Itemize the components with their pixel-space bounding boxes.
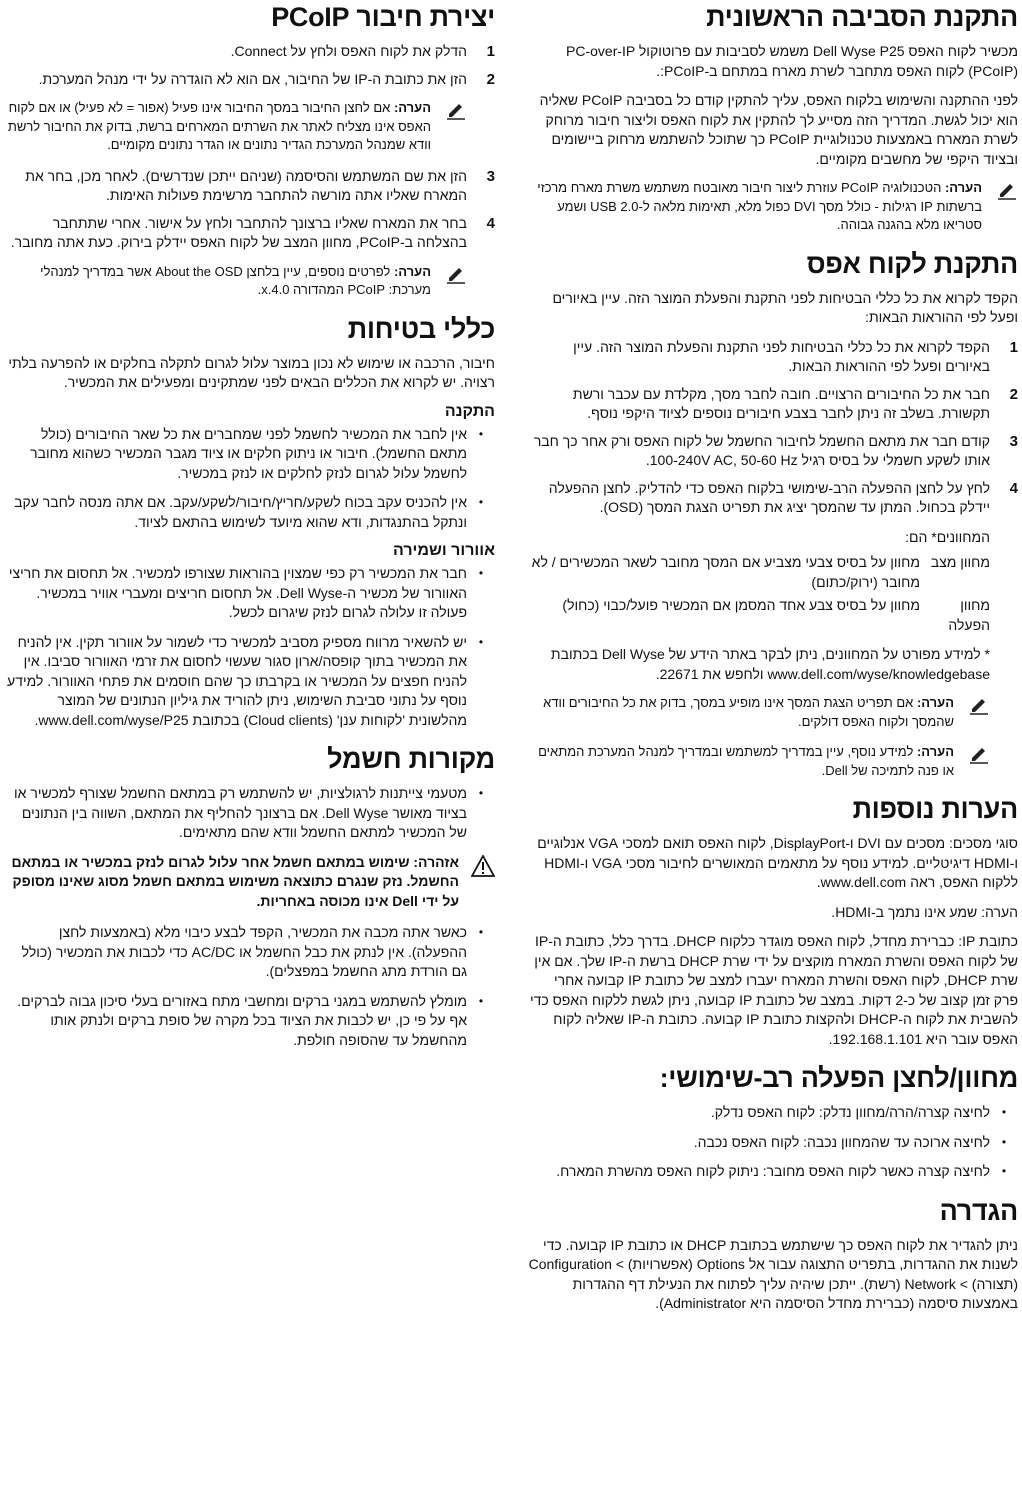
note-support: הערה: למידע נוסף, עיין במדריך למשתמש ובמדריך למנהל המערכת המתאים או פנה לתמיכה של Dell.: [527, 743, 1018, 780]
list-item: • כאשר אתה מכבה את המכשיר, הקפד לבצע כיבוי מלא (באמצעות לחצן ההפעלה). אין לנתק את כבל החשמל או AC/DC כדי לכבות את המכשיר (כולל גם הורדת מתג החשמל במפצלים).: [21, 924, 484, 979]
list-item: • לחיצה קצרה/הרה/מחוון נדלק: לקוח האפס נדלק.: [710, 1104, 1007, 1120]
intro-note-label: הערה:: [944, 180, 982, 195]
connection-step: 1 הדלק את לקוח האפס ולחץ על Connect.: [230, 43, 495, 60]
additional-notes-title: הערות נוספות: [852, 794, 1018, 824]
intro-paragraph-1: מכשיר לקוח האפס Dell Wyse P25 משמש לסביבות עם פרוטוקול PC-over-IP (PCoIP) לקוח האפס מתחבר לשרת מארח במתחם ב-PCoIP:.: [566, 43, 1018, 79]
list-item: • אין להכניס עקב בכוח לשקע/חריץ/חיבור/לשקע/עקב. אם אתה מנסה לחבר עקב ונתקל בהתנגדות, ודא שהוא מיועד לשימוש בהתאם לציוד.: [14, 494, 484, 530]
install-step: 1 הקפד לקרוא את כל כללי הבטיחות לפני התקנת והפעלת המוצר הזה. עיין באיורים ופעל לפי ההוראות הבאות.: [573, 338, 1018, 374]
install-steps: [527, 338, 1018, 518]
intro-title: התקנת הסביבה הראשונית: [706, 2, 1018, 32]
safety-intro: חיבור, הרכבה או שימוש לא נכון במוצר עלול לגרום לתקלה בחלקים או להפרעה בלתי רצויה. יש לקרוא את הכללים הבאים לפני שמתקינים ומפעילים את המכשיר.: [8, 354, 495, 390]
list-item: • מטעמי צייתנות לרגולציות, יש להשתמש רק במתאם החשמל שצורף למכשיר או בציוד מאושר Dell Wyse. אם ברצונך להחליף את המתאם, השווה בין הנתונים של המכשיר למתאם החשמל וודא שהם מתאימים.: [14, 785, 484, 840]
connection-steps-continued: [4, 167, 495, 253]
setup-title: הגדרה: [939, 1195, 1018, 1226]
right-column: [527, 0, 1022, 1324]
list-item: • יש להשאיר מרווח מספיק מסביב למכשיר כדי לשמור על אוורור תקין. אין להניח את המכשיר בתוך קופסה/ארון סגור שעשוי לחסום את זרמי האוורור סביבו. אין להניח חפצים על המכשיר או בקרבתו כך שהם חוסמים את פתחי האוורור. למידע נוסף על נתוני סביבת השימוש, ניתן להוריד את גיליון הנתונים של המוצר מהלשונית 'לקוחות ענן' (Cloud clients) בכתובת www.dell.com/wyse/P25.: [7, 633, 484, 728]
power-sources-list: [4, 784, 495, 843]
list-item: • חבר את המכשיר רק כפי שמצוין בהוראות שצורפו למכשיר. אל תחסום את חריצי האוורור של מכשיר ה-Dell Wyse. אל תחסום חריצים ומעברי אוויר במכשיר. פעולה זו עלולה לגרום לנזק שיגרום לכשל.: [8, 565, 484, 620]
pencil-note-icon: [994, 181, 1018, 235]
connection-step: 3 הזן את שם המשתמש והסיסמה (שניהם ייתכן שנדרשים). לאחר מכן, בחר את המארח שאליו אתה מורשה להתחבר מרשימת פעולות האימות.: [25, 167, 495, 203]
connection-step: 4 בחר את המארח שאליו ברצונך להתחבר ולחץ על אישור. אחרי שתתחבר בהצלחה ב-PCoIP, מחוון המצב של לקוח האפס יידלק בירוק. כעת אתה מחובר.: [10, 214, 495, 250]
note-osd: הערה: אם תפריט הצגת המסך אינו מופיע במסך, בדוק את כל החיבורים וודא שהמסך ולקוח האפס דולקים.: [527, 694, 1018, 731]
ventilation-heading: אוורור ושמירה: [393, 542, 495, 559]
warning-triangle-icon: [469, 855, 495, 912]
install-step: 2 חבר את כל החיבורים הרצויים. חובה לחבר מסך, מקלדת עם עכבר ורשת תקשורת. בשלב זה ניתן לחבר בצבע חיבורים נוספים לציוד היקפי נוסף.: [572, 385, 1018, 421]
left-column: [0, 0, 495, 1060]
installation-list: [4, 425, 495, 533]
additional-p1: סוגי מסכים: מסכים עם DVI ו-DisplayPort, לקוח האפס תואם למסכי VGA אנלוגיים ו-HDMI דיגיטליים. למידע נוסף על מתאמים המאושרים לחיבור מסכי VGA ו-HDMI ללקוח האפס, ראה www.dell.com.: [537, 835, 1018, 890]
install-title: התקנת לקוח אפס: [806, 248, 1018, 279]
pencil-note-icon: [966, 745, 990, 780]
power-sources-title: מקורות חשמל: [327, 744, 495, 774]
pencil-note-icon: [966, 696, 990, 731]
connection-note-1: הערה: אם לחצן החיבור במסך החיבור אינו פעיל (אפור = לא פעיל) או אם לקוח האפס אינו מצליח לאתר את השרתים המארחים ברשת, בדוק את החיבור לרשת וודא שמנהל המערכת הגדיר נתונים או הגדר נתונים מקומיים.: [4, 99, 495, 155]
connection-title: יצירת חיבור PCoIP: [271, 2, 495, 32]
connection-step: 2 הזן את כתובת ה-IP של החיבור, אם הוא לא הוגדרה על ידי מנהל המערכת.: [38, 70, 495, 88]
power-button-list: [527, 1103, 1018, 1182]
power-warning: אזהרה: שימוש במתאם חשמל אחר עלול לגרום לנזק במכשיר או במתאם החשמל. נזק שנגרם כתוצאה משימוש במתאם חשמל מסוג שאינו מסופק על ידי Dell אינו מכוסה באחריות.: [4, 853, 495, 912]
indicator-footnote: * למידע מפורט על המחוונים, ניתן לבקר באתר הידע של Dell Wyse בכתובת www.dell.com/wyse/knowledgebase ולחפש את 22671.: [550, 646, 990, 682]
indicator-header: המחוונים* הם:: [905, 528, 990, 545]
list-item: • לחיצה קצרה כאשר לקוח האפס מחובר: ניתוק לקוח האפס מהשרת המארח.: [556, 1163, 1007, 1179]
install-step: 3 קודם חבר את מתאם החשמל לחיבור החשמל של לקוח האפס ורק אחר כך חבר אותו לשקע חשמלי על בסיס רגיל 100-240V AC, 50-60 Hz.: [533, 432, 1018, 468]
intro-paragraph-2: לפני ההתקנה והשימוש בלקוח האפס, עליך להתקין קודם כל בסביבה PCoIP שאליה הוא יכול לגשת. המדריך הזה מסייע לך להתקין את לקוח האפס וליצור חיבור מרוחק לשרת המארח באמצעות טכנולוגיית PCoIP כך שתוכל להשתמש מרחוק ביישומים ובציוד היקפי של מחשבים מקומיים.: [539, 92, 1018, 167]
pencil-note-icon: [443, 101, 467, 155]
indicator-row: מחוון מצב מחוון על בסיס צבעי מצביע אם המסך מחובר לשאר המכשירים / לא מחובר (ירוק/כתום): [531, 554, 990, 590]
install-step: 4 לחץ על לחצן ההפעלה הרב-שימושי בלקוח האפס כדי להדליק. לחצן ההפעלה יידלק בכחול. המתן עד שהמסך יציג את תפריט הצגת המסך (OSD).: [548, 479, 1018, 515]
additional-p2: הערה: שמע אינו נתמך ב-HDMI.: [831, 903, 1018, 920]
list-item: • מומלץ להשתמש במגני ברקים ומחשבי מתח באזורים בעלי סיכון גבוה לברקים. אף על פי כן, יש לכבות את הציוד בכל מקרה של סופת ברקים ולנתק אותו מהחשמל עד שהסופה חולפת.: [17, 992, 484, 1048]
indicator-row: מחוון הפעלה מחוון על בסיס צבע אחד המסמן אם המכשיר פועל/כבוי (כחול): [562, 597, 990, 633]
intro-note-text: הטכנולוגיה PCoIP עוזרת ליצור חיבור מאובטח משתמש משרת מארח מרכזי ברשתות IP רגילות - כולל מסך DVI כפול מלא, תאימות מלאה ל-USB 2.0 ושמע סטריאו מלא בהגנה גבוהה.: [537, 180, 982, 232]
connection-steps: [4, 42, 495, 89]
list-item: • אין לחבר את המכשיר לחשמל לפני שמחברים את כל שאר החיבורים (כולל מתאם החשמל). חיבור או ניתוק חלקים או ציוד מגבר המכשיר כשהוא מחובר לחשמל עלול לגרום לנזק לחלקים או לנזק במכשיר.: [30, 425, 484, 481]
install-intro: הקפד לקרוא את כל כללי הבטיחות לפני התקנת והפעלת המוצר הזה. עיין באיורים ופעל לפי ההוראות הבאות:: [552, 289, 1018, 325]
setup-paragraph: ניתן להגדיר את לקוח האפס כך שישתמש בכתובת DHCP או כתובת IP קבועה. כדי לשנות את ההגדרות, בתפריט התצוגה עבור אל Options (אפשרויות) > Configuration (תצורה) > Network (רשת). ייתכן שיהיה עליך לפתוח את הנעילת דף ההגדרות באמצעות סיסמה (כברירת מחדל הסיסמה היא Administrator).: [528, 1236, 1018, 1311]
pencil-note-icon: [443, 265, 467, 300]
additional-p3: כתובת IP: כברירת מחדל, לקוח האפס מוגדר כלקוח DHCP. בדרך כלל, כתובת ה-IP של לקוח האפס והשרת המארח מוקצים על ידי שרת DHCP ברשת ה-IP שלך. אם אין שרת DHCP, לקוח האפס והשרת המארח יעברו למצב של כתובת IP קבועה אחרי פרק זמן קצוב של כ-2 דקות. במצב של כתובת IP קבועה, ניתן לגשת ללקוח האפס כדי להשבית את לקוח ה-DHCP ולהקצות כתובת IP קבועה. כתובת ה-IP שאליה לקוח האפס עובר היא 192.168.1.101.: [529, 933, 1018, 1047]
installation-heading: התקנה: [444, 402, 495, 420]
ventilation-list: [4, 564, 495, 730]
power-button-title: מחוון/לחצן הפעלה רב-שימושי:: [659, 1063, 1018, 1093]
power-sources-list-2: [4, 923, 495, 1050]
list-item: • לחיצה ארוכה עד שהמחוון נכבה: לקוח האפס נכבה.: [693, 1133, 1007, 1150]
safety-title: כללי בטיחות: [347, 313, 495, 344]
indicator-table: [527, 528, 990, 636]
intro-note: [527, 179, 1018, 235]
connection-note-2: הערה: לפרטים נוספים, עיין בלחצן About the OSD אשר במדריך למנהלי מערכת: PCoIP המהדורה 4.0.x.: [4, 263, 495, 300]
